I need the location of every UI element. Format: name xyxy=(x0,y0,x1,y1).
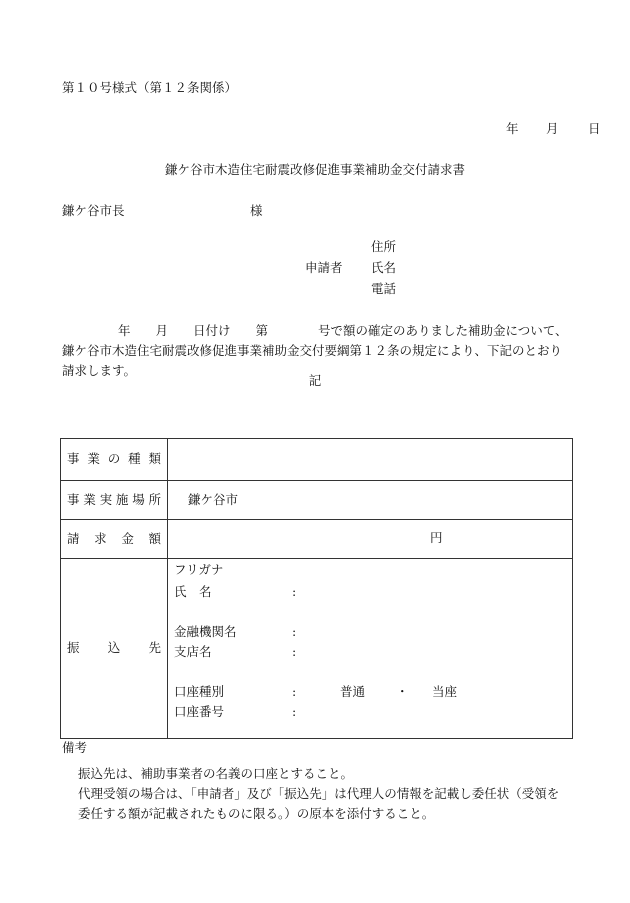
project-type-field[interactable] xyxy=(168,439,573,481)
account-type-row xyxy=(174,683,458,699)
yen-unit: 円 xyxy=(430,530,443,545)
colon: : xyxy=(292,683,297,699)
project-location-label: 事 業 実 施 場 所 xyxy=(61,481,168,520)
colon: : xyxy=(292,583,297,599)
transfer-destination-label: 振 込 先 xyxy=(61,559,168,739)
account-name-row[interactable] xyxy=(174,583,297,599)
request-amount-field[interactable] xyxy=(168,520,573,559)
account-number-row[interactable] xyxy=(174,703,297,719)
account-type-label: 口座種別 xyxy=(174,683,225,699)
remarks xyxy=(78,764,559,824)
colon: : xyxy=(292,623,297,639)
bank-label: 金融機関名 xyxy=(174,623,237,639)
body-line-1: 年 月 日付け 第 号で額の確定のありました補助金について、 xyxy=(118,323,568,338)
request-table xyxy=(60,438,573,739)
account-type-current[interactable]: 当座 xyxy=(432,683,458,699)
table-row xyxy=(61,520,573,559)
table-row xyxy=(61,559,573,739)
date-year: 年 xyxy=(506,121,519,136)
account-number-label: 口座番号 xyxy=(174,703,225,719)
table-row xyxy=(61,481,573,520)
account-name-label: 氏 名 xyxy=(174,583,212,599)
bank-row[interactable] xyxy=(174,623,297,639)
date-day: 日 xyxy=(588,121,601,136)
project-type-label: 事 業 の 種 類 xyxy=(61,439,168,481)
separator-dot: ・ xyxy=(396,683,409,699)
body-line-2: 鎌ケ谷市木造住宅耐震改修促進事業補助金交付要綱第１２条の規定により、下記のとおり xyxy=(62,343,563,358)
project-location-value: 鎌ケ谷市 xyxy=(188,491,239,507)
document-title: 鎌ケ谷市木造住宅耐震改修促進事業補助金交付請求書 xyxy=(164,162,465,177)
request-amount-label: 請 求 金 額 xyxy=(61,520,168,559)
branch-label: 支店名 xyxy=(174,643,212,659)
applicant-name-label: 氏名 xyxy=(371,260,397,275)
colon: : xyxy=(292,643,297,659)
remark-item-1: 振込先は、補助事業者の名義の口座とすること。 xyxy=(78,766,354,781)
applicant-address-label: 住所 xyxy=(371,239,397,254)
applicant-label: 申請者 xyxy=(305,260,343,275)
applicant-phone-label: 電話 xyxy=(371,281,397,296)
addressee-name: 鎌ケ谷市長 xyxy=(62,203,125,218)
remark-item-2-cont: 委任する額が記載されたものに限る。）の原本を添付すること。 xyxy=(78,806,435,821)
remarks-title: 備考 xyxy=(62,740,88,755)
table-row xyxy=(61,439,573,481)
remark-item-2: 代理受領の場合は、「申請者」及び「振込先」は代理人の情報を記載し委任状（受領を xyxy=(78,786,560,801)
project-location-field[interactable] xyxy=(168,481,573,520)
body-line-3: 請求します。 xyxy=(62,363,137,378)
account-type-ordinary[interactable]: 普通 xyxy=(340,683,366,699)
furigana-label: フリガナ xyxy=(174,561,224,577)
branch-row[interactable] xyxy=(174,643,297,659)
addressee-suffix: 様 xyxy=(250,203,263,218)
transfer-destination-field xyxy=(168,559,573,739)
colon: : xyxy=(292,703,297,719)
body-text xyxy=(62,321,602,381)
date-month: 月 xyxy=(546,121,559,136)
ki-heading: 記 xyxy=(308,373,322,388)
form-number: 第１０号様式（第１２条関係） xyxy=(62,80,238,95)
